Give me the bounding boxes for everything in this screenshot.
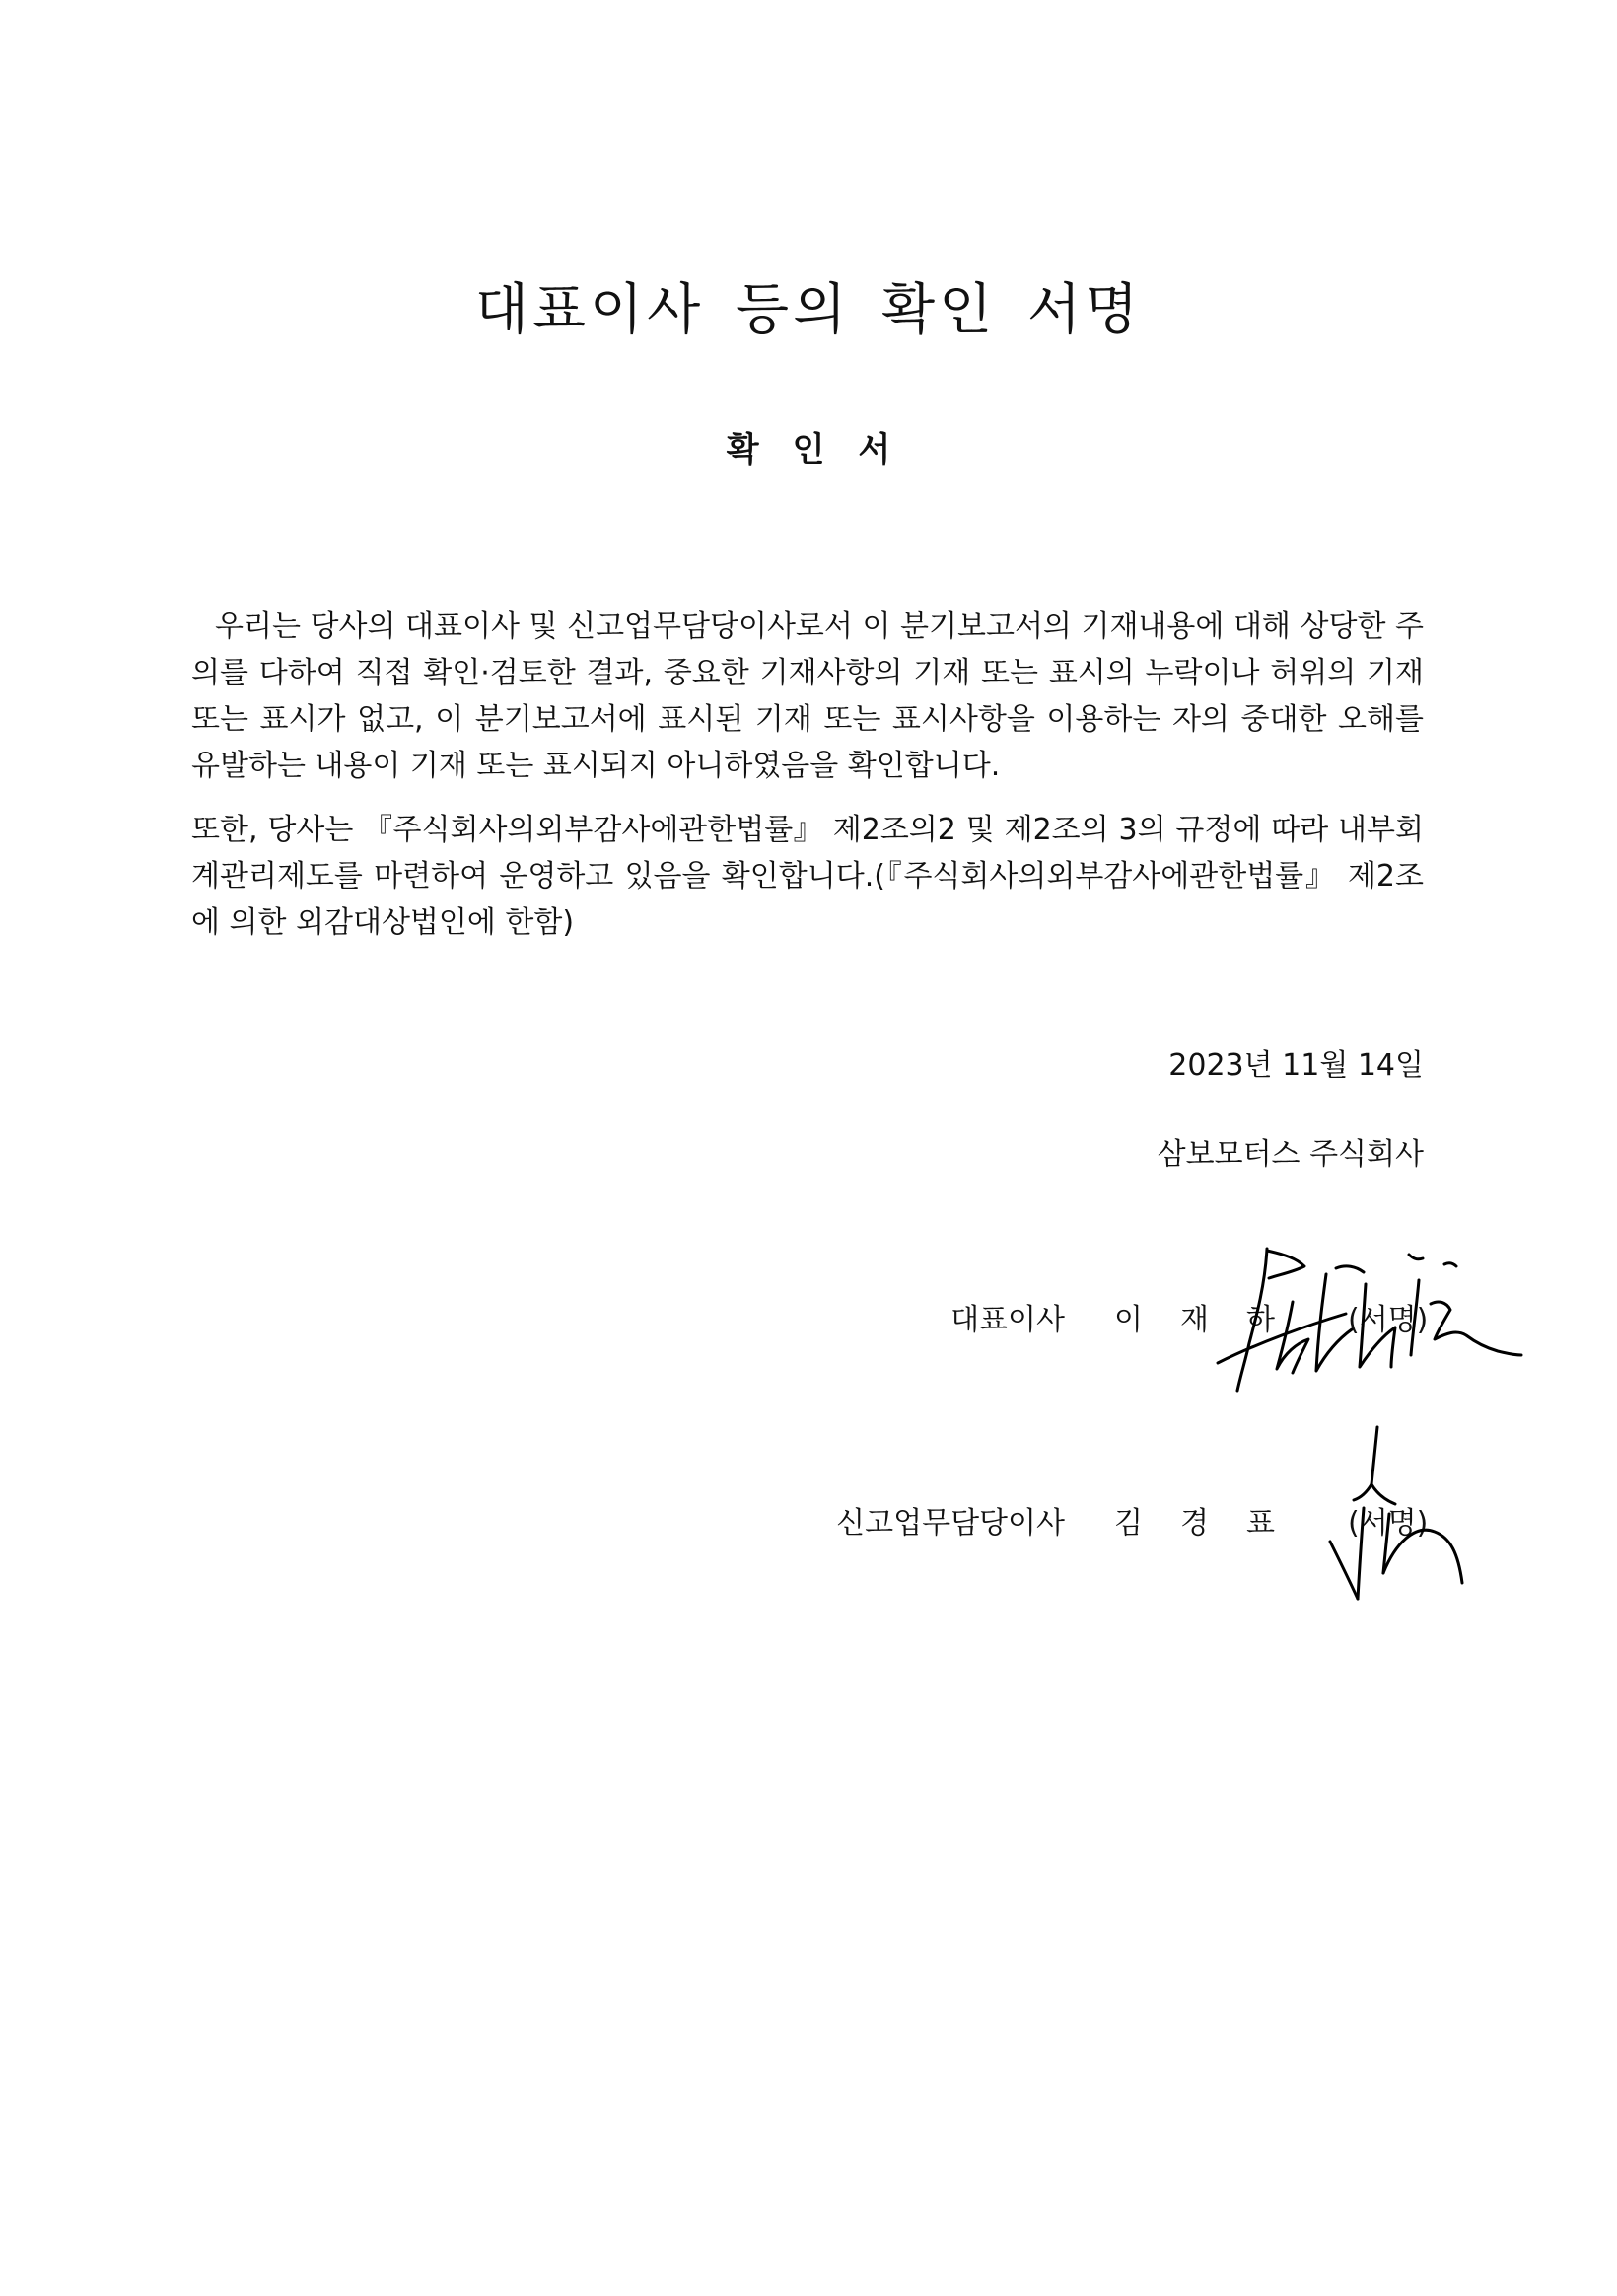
document-title: 대표이사 등의 확인 서명 <box>474 278 1143 342</box>
ceo-handwritten-signature <box>1198 1245 1523 1402</box>
company-name: 삼보모터스 주식회사 <box>1157 1137 1424 1172</box>
signer-name: 김경표 <box>1114 1506 1312 1541</box>
internal-control-paragraph: 또한, 당사는 『주식회사의외부감사에관한법률』 제2조의2 및 제2조의 3의 규정에 따라 내부회계관리제도를 마련하여 운영하고 있음을 확인합니다.(『주식회사의외부감사에관한법률』 제2조에 의한 외감대상법인에 한함) <box>191 813 1424 940</box>
director-handwritten-signature <box>1316 1425 1464 1613</box>
document-date: 2023년 11월 14일 <box>1168 1048 1424 1083</box>
signer-name: 이재하 <box>1114 1303 1312 1337</box>
signature-label: (서명) <box>1348 1303 1429 1337</box>
signer-role: 대표이사 <box>950 1303 1065 1337</box>
signer-role: 신고업무담당이사 <box>836 1506 1065 1541</box>
document-subtitle: 확인서 <box>726 430 925 469</box>
signature-label: (서명) <box>1348 1506 1429 1541</box>
confirmation-paragraph: 우리는 당사의 대표이사 및 신고업무담당이사로서 이 분기보고서의 기재내용에 대해 상당한 주의를 다하여 직접 확인·검토한 결과, 중요한 기재사항의 기재 또는 표시의 누락이나 허위의 기재 또는 표시가 없고, 이 분기보고서에 표시된 기재 또는 표시사항을 이용하는 자의 중대한 오해를 유발하는 내용이 기재 또는 표시되지 아니하였음을 확인합니다. <box>191 610 1424 783</box>
